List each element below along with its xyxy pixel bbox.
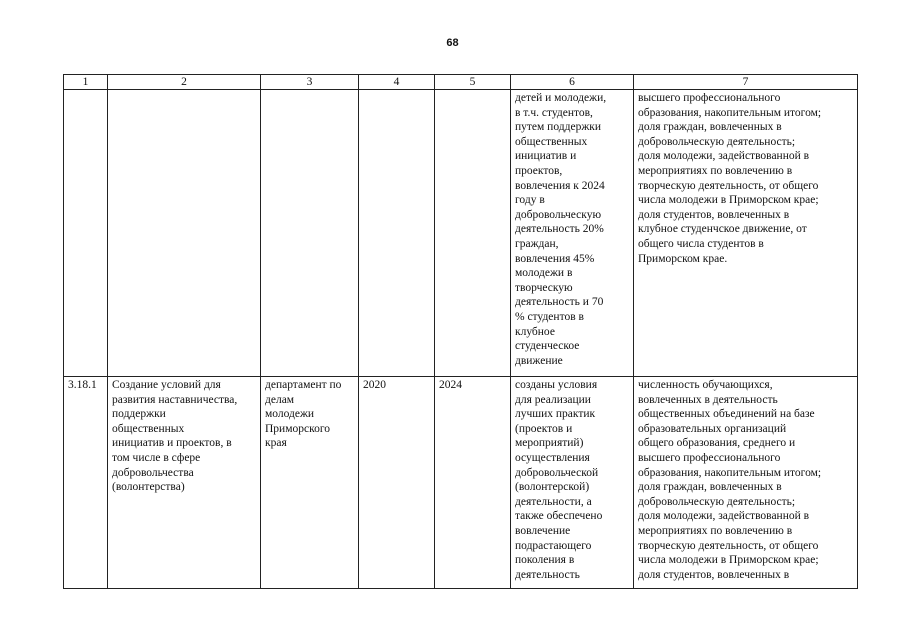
cell-text: 2020 — [363, 379, 386, 391]
page-number: 68 — [446, 37, 459, 49]
cell-start-year — [359, 377, 435, 589]
cell-end-year — [435, 377, 511, 589]
cell-responsible — [261, 377, 359, 589]
cell-indicators — [634, 377, 858, 589]
column-header-1: 1 — [64, 75, 108, 90]
table-row-3-18-1 — [64, 377, 858, 589]
column-header-7: 7 — [634, 75, 858, 90]
cell-text: численность обучающихся, вовлеченных в деятельность общественных объединений на базе образовательных организаций общего образования, среднего и высшего профессионального образования, накопительным итогом; доля граждан, вовлеченных в добровольческую деятельность; доля молодежи, задействованной в мероприятиях по вовлечению в творческую деятельность, от общего числа молодежи в Приморском крае; доля студентов, вовлеченных в — [638, 379, 822, 581]
cell-text: высшего профессионального образования, накопительным итогом; доля граждан, вовлеченных в добровольческую деятельность; доля молодежи, задействованной в мероприятиях по вовлечению в творческую деятельность, от общего числа молодежи в Приморском крае; доля студентов, вовлеченных в клубное студенчское движение, от общего числа студентов в Приморском крае. — [638, 92, 822, 265]
cell-text: 2024 — [439, 379, 462, 391]
cell-expected-result — [511, 377, 634, 589]
cell-text: Создание условий для развития наставничества, поддержки общественных инициатив и проектов, в том числе в сфере добровольчества (волонтерства) — [112, 379, 238, 494]
column-header-3: 3 — [261, 75, 359, 90]
cell-responsible — [261, 90, 359, 377]
cell-text: 3.18.1 — [68, 379, 97, 391]
table-row-continuation — [64, 90, 858, 377]
table-body — [64, 90, 858, 589]
document-table — [63, 74, 858, 589]
column-header-4: 4 — [359, 75, 435, 90]
cell-text: созданы условия для реализации лучших практик (проектов и мероприятий) осуществления добровольческой (волонтерской) деятельности, а также обеспечено вовлечение подрастающего поколения в деятельность — [515, 379, 603, 581]
cell-text: детей и молодежи, в т.ч. студентов, путем поддержки общественных инициатив и проектов, вовлечения к 2024 году в добровольческую деятельность 20% граждан, вовлечения 45% молодежи в творческую деятельность и 70 % студентов в клубное студенческое движение — [515, 92, 607, 367]
header-row — [64, 75, 858, 90]
cell-number — [64, 90, 108, 377]
cell-measure-name — [108, 90, 261, 377]
column-header-2: 2 — [108, 75, 261, 90]
column-header-6: 6 — [511, 75, 634, 90]
table-header — [64, 75, 858, 90]
cell-indicators — [634, 90, 858, 377]
cell-text: департамент по делам молодежи Приморского края — [265, 379, 342, 450]
cell-end-year — [435, 90, 511, 377]
column-header-5: 5 — [435, 75, 511, 90]
cell-expected-result — [511, 90, 634, 377]
cell-number — [64, 377, 108, 589]
cell-start-year — [359, 90, 435, 377]
cell-measure-name — [108, 377, 261, 589]
